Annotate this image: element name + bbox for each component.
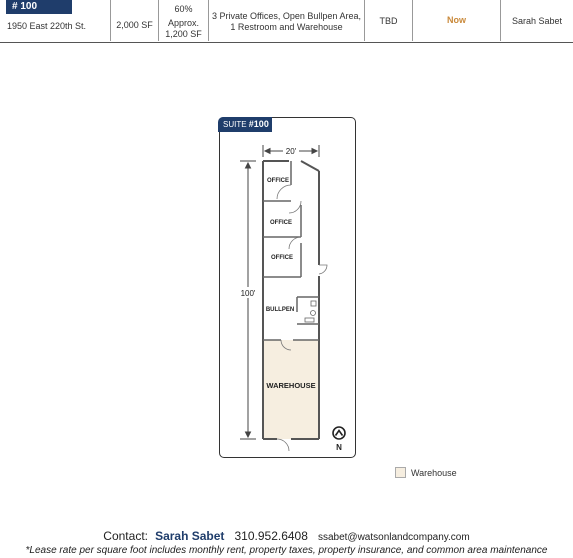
office-label-3: OFFICE <box>271 255 293 261</box>
suite-badge: # 100 <box>6 0 72 14</box>
length-dimension-label: 100' <box>240 289 256 298</box>
contact-name: Sarah Sabet <box>511 16 563 26</box>
plan-suite-number: #100 <box>248 119 269 129</box>
plan-suite-badge <box>218 117 272 132</box>
contact-line <box>0 529 573 543</box>
office-label-1: OFFICE <box>267 178 289 184</box>
available: Now <box>447 15 466 25</box>
bullpen-label: BULLPEN <box>265 307 295 313</box>
contact-cell <box>501 0 573 41</box>
rate: TBD <box>379 16 398 26</box>
floor-plan <box>219 117 356 458</box>
rate-cell <box>365 0 413 41</box>
restroom-fixtures <box>305 301 316 322</box>
description-line1: 3 Private Offices, Open Bullpen Area, <box>212 11 361 21</box>
width-dimension-label: 20' <box>285 147 297 156</box>
description-line2: 1 Restroom and Warehouse <box>230 22 343 32</box>
address: 1950 East 220th St. <box>7 21 87 31</box>
north-label: N <box>336 443 342 452</box>
suite-cell <box>0 0 111 41</box>
available-cell <box>413 0 501 41</box>
warehouse-label: WAREHOUSE <box>266 381 316 390</box>
office-sf: 1,200 SF <box>165 29 202 39</box>
description-cell <box>209 0 365 41</box>
contact-person: Sarah Sabet <box>155 529 225 543</box>
plan-suite-prefix: SUITE <box>223 120 247 129</box>
office-area-cell <box>159 0 209 41</box>
legend-warehouse-swatch <box>395 467 406 478</box>
office-percent: 60% <box>174 4 193 14</box>
square-feet: 2,000 SF <box>116 20 153 30</box>
north-arrow-icon <box>333 427 345 439</box>
listing-row <box>0 0 573 43</box>
office-label-2: OFFICE <box>270 220 292 226</box>
square-feet-cell <box>111 0 159 41</box>
legend-warehouse-label: Warehouse <box>411 468 457 478</box>
contact-label: Contact: <box>103 529 148 543</box>
office-approx: Approx. <box>167 18 200 28</box>
contact-phone[interactable]: 310.952.6408 <box>234 529 308 543</box>
lease-disclaimer: *Lease rate per square foot includes monthly rent, property taxes, property insurance, and common area maintenance <box>25 545 548 556</box>
contact-email[interactable]: ssabet@watsonlandcompany.com <box>317 532 470 543</box>
